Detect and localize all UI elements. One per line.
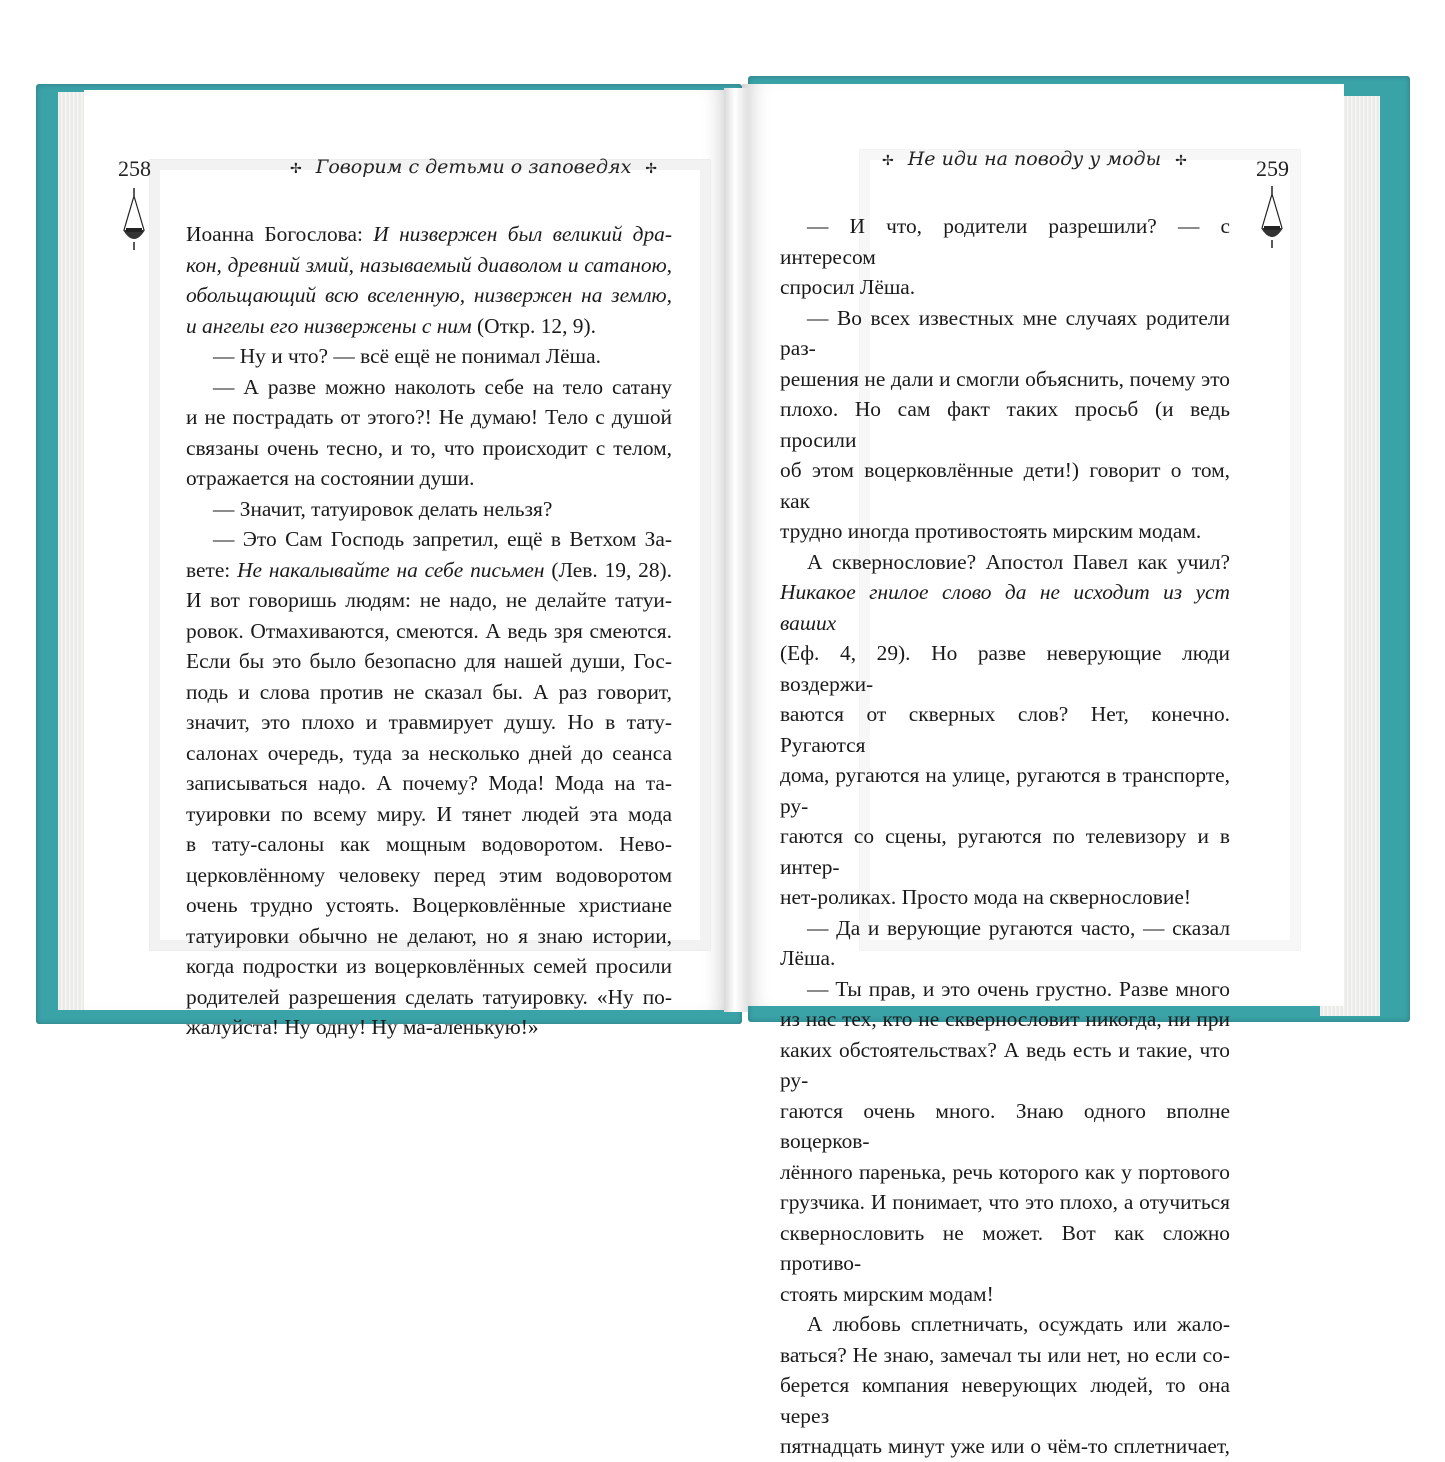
- text-run: — Во всех известных мне случаях родители раз-: [780, 305, 1230, 360]
- text-line: [780, 211, 1230, 272]
- text-run: из нас тех, кто не сквернословит никогда, ни при: [780, 1007, 1230, 1031]
- right-page-number: 259: [1256, 156, 1289, 181]
- text-line: [780, 547, 1230, 578]
- italic-quote-run: Не накалывайте на себе письмен: [237, 557, 545, 582]
- italic-quote-run: Никакое гнилое слово да не исходит из уст ваших: [780, 580, 1230, 635]
- text-run: — Да и верующие ругаются часто, — сказал Лёша.: [780, 915, 1230, 970]
- text-run: грузчика. И понимает, что это плохо, а отучиться: [780, 1190, 1230, 1214]
- text-line: [186, 646, 672, 677]
- text-line: [780, 303, 1230, 364]
- text-run: трудно иногда противостоять мирским модам.: [780, 519, 1202, 543]
- text-line: [186, 616, 672, 647]
- text-line: [780, 1157, 1230, 1188]
- text-run: ваться? Не знаю, замечал ты или нет, но если со-: [780, 1342, 1230, 1367]
- text-line: [186, 524, 672, 555]
- text-line: [186, 433, 672, 464]
- text-line: [186, 402, 672, 433]
- text-line: [186, 280, 672, 311]
- text-line: [780, 1431, 1230, 1462]
- text-run: ваются от скверных слов? Нет, конечно. Ругаются: [780, 702, 1230, 757]
- left-page-body: [186, 219, 672, 1043]
- ornament-icon: ✢: [645, 161, 658, 177]
- text-run: пятнадцать минут уже или о чём-то сплетничает,: [780, 1434, 1230, 1458]
- text-line: [780, 1218, 1230, 1279]
- text-line: [780, 699, 1230, 760]
- text-run: сквернословить не может. Вот как сложно противо-: [780, 1220, 1230, 1275]
- text-line: [186, 585, 672, 616]
- right-running-head: [868, 148, 1201, 170]
- text-line: [186, 555, 672, 586]
- text-run: — Ну и что? — всё ещё не понимал Лёша.: [213, 344, 601, 368]
- text-run: берется компания неверующих людей, то она через: [780, 1373, 1230, 1428]
- text-line: [186, 311, 672, 342]
- text-line: [780, 760, 1230, 821]
- text-line: [186, 707, 672, 738]
- text-line: [186, 463, 672, 494]
- text-run: родителей разрешения сделать татуировку. «Ну по-: [186, 984, 672, 1009]
- text-line: [780, 1004, 1230, 1035]
- text-run: жалуйста! Ну одну! Ну ма-аленькую!»: [186, 1015, 539, 1039]
- ornament-icon: ✢: [290, 161, 302, 177]
- book-gutter: [724, 88, 748, 1012]
- text-run: Если бы это было безопасно для нашей души, Гос-: [186, 649, 672, 673]
- text-run: туировки по всему миру. И тянет людей эта мода: [186, 801, 672, 826]
- text-line: [780, 1035, 1230, 1096]
- italic-quote-run: и ангелы его низвержены с ним: [186, 313, 472, 338]
- text-run: церковлённому человеку перед этим водоворотом: [186, 862, 672, 887]
- text-run: записываться надо. А почему? Мода! Мода на та-: [186, 771, 672, 795]
- text-run: решения не дали и смогли объяснить, почему это: [780, 366, 1230, 391]
- text-run: — И что, родители разрешили? — с интересом: [780, 214, 1230, 269]
- text-line: [186, 860, 672, 891]
- text-run: вете:: [186, 557, 238, 582]
- text-run: — Это Сам Господь запретил, ещё в Ветхом За-: [213, 527, 672, 551]
- text-run: дома, ругаются на улице, ругаются в транспорте, ру-: [780, 763, 1230, 818]
- text-line: [780, 1187, 1230, 1218]
- text-run: (Лев. 19, 28).: [544, 557, 673, 582]
- text-line: [780, 1340, 1230, 1371]
- text-line: [780, 577, 1230, 638]
- left-running-head-text: Говорим с детьми о заповедях: [315, 156, 632, 178]
- text-line: [780, 974, 1230, 1005]
- text-run: в тату-салоны как мощным водоворотом. Нево-: [186, 832, 672, 856]
- text-line: [186, 677, 672, 708]
- ornament-icon: ✢: [1175, 153, 1187, 169]
- text-run: салонах очередь, туда за несколько дней до сеанса: [186, 740, 672, 765]
- right-page-body: [780, 211, 1230, 1462]
- text-run: А сквернословие? Апостол Павел как учил?: [807, 549, 1230, 574]
- text-run: (Еф. 4, 29). Но разве неверующие люди воздержи-: [780, 641, 1230, 696]
- text-line: [780, 516, 1230, 547]
- text-run: гаются со сцены, ругаются по телевизору и в интер-: [780, 824, 1230, 879]
- text-run: стоять мирским модам!: [780, 1281, 994, 1306]
- text-line: [780, 913, 1230, 974]
- text-run: об этом воцерковлённые дети!) говорит о том, как: [780, 458, 1230, 513]
- text-run: значит, это плохо и травмирует душу. Но в тату-: [186, 710, 672, 734]
- text-run: — Ты прав, и это очень грустно. Разве много: [807, 976, 1230, 1001]
- italic-quote-run: обольщающий всю вселенную, низвержен на землю,: [186, 283, 672, 307]
- text-line: [780, 1370, 1230, 1431]
- text-line: [186, 890, 672, 921]
- italic-quote-run: И низвержен был великий дра-: [373, 222, 672, 246]
- text-run: отражается на состоянии души.: [186, 466, 475, 490]
- text-line: [186, 921, 672, 952]
- ornament-icon: ✢: [882, 153, 894, 169]
- text-run: очень трудно устоять. Воцерковлённые христиане: [186, 893, 672, 917]
- lamp-icon: [1256, 186, 1288, 256]
- text-line: [186, 768, 672, 799]
- text-line: [780, 1309, 1230, 1340]
- text-line: [780, 394, 1230, 455]
- text-run: А любовь сплетничать, осуждать или жало-: [807, 1312, 1230, 1336]
- text-line: [780, 272, 1230, 303]
- text-run: спросил Лёша.: [780, 275, 916, 299]
- text-run: и не пострадать от этого?! Не думаю! Тело с душой: [186, 405, 672, 429]
- text-line: [186, 1012, 672, 1043]
- text-run: И вот говоришь людям: не надо, не делайте татуи-: [186, 588, 672, 612]
- text-run: Иоанна Богослова:: [186, 222, 374, 246]
- text-line: [780, 821, 1230, 882]
- text-run: гаются очень много. Знаю одного вполне воцерков-: [780, 1098, 1230, 1153]
- text-line: [186, 738, 672, 769]
- right-running-head-text: Не иди на поводу у моды: [907, 148, 1162, 170]
- text-line: [780, 1096, 1230, 1157]
- italic-quote-run: кон, древний змий, называемый диаволом и сатаною,: [186, 252, 672, 277]
- left-page-number: 258: [118, 156, 151, 181]
- text-run: (Откр. 12, 9).: [471, 313, 596, 338]
- text-run: — Значит, татуировок делать нельзя?: [213, 496, 553, 521]
- text-run: когда подростки из воцерковлённых семей просили: [186, 954, 672, 978]
- text-line: [186, 494, 672, 525]
- text-line: [186, 219, 672, 250]
- text-line: [780, 638, 1230, 699]
- text-line: [186, 829, 672, 860]
- text-run: каких обстоятельствах? А ведь есть и такие, что ру-: [780, 1037, 1230, 1092]
- text-line: [186, 799, 672, 830]
- text-line: [186, 341, 672, 372]
- text-line: [186, 951, 672, 982]
- text-line: [780, 1279, 1230, 1310]
- text-line: [780, 364, 1230, 395]
- text-run: ровок. Отмахиваются, смеются. А ведь зря смеются.: [186, 618, 672, 643]
- text-run: связаны очень тесно, и то, что происходит с телом,: [186, 435, 672, 460]
- text-run: — А разве можно наколоть себе на тело сатану: [213, 374, 672, 399]
- text-line: [780, 882, 1230, 913]
- text-line: [186, 372, 672, 403]
- text-run: плохо. Но сам факт таких просьб (и ведь просили: [780, 397, 1230, 452]
- left-running-head: [276, 156, 671, 178]
- text-line: [186, 250, 672, 281]
- text-line: [186, 982, 672, 1013]
- text-line: [780, 455, 1230, 516]
- lamp-icon: [118, 188, 150, 258]
- text-run: нет-роликах. Просто мода на сквернословие!: [780, 885, 1191, 909]
- text-run: лённого паренька, речь которого как у портового: [780, 1159, 1230, 1184]
- text-run: татуировки обычно не делают, но я знаю истории,: [186, 923, 672, 948]
- text-run: подь и слова против не сказал бы. А раз говорит,: [186, 679, 672, 704]
